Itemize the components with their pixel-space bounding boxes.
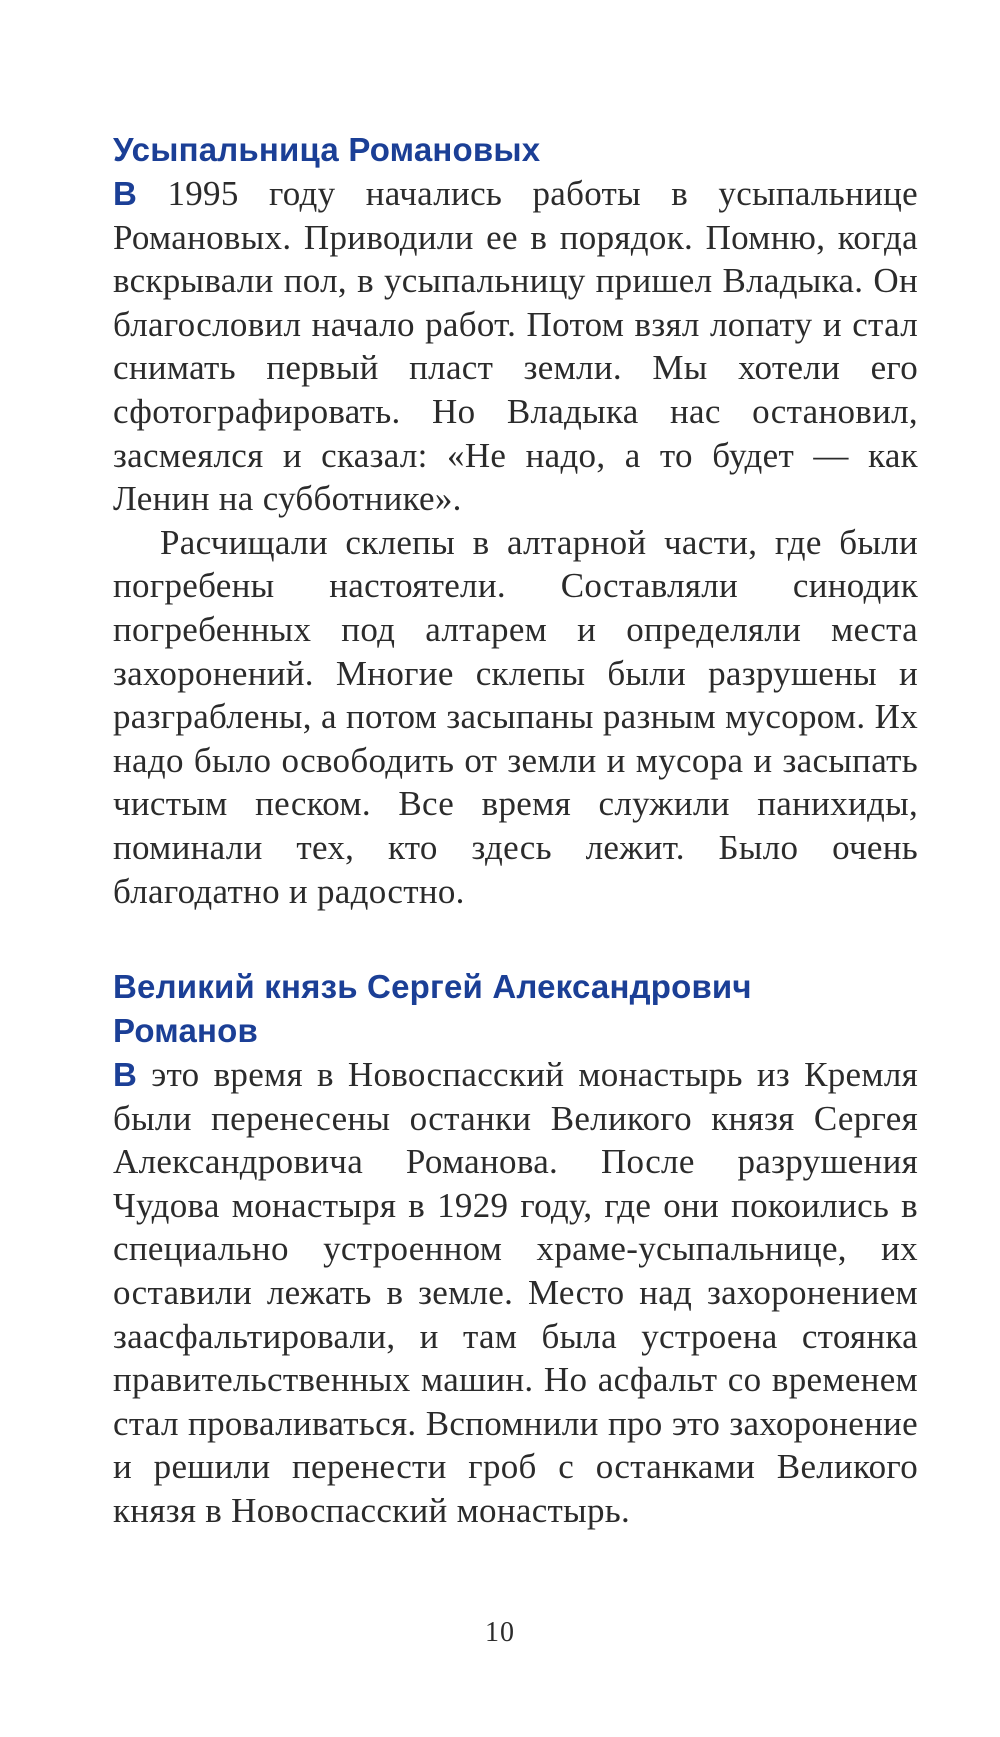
section-title	[113, 965, 918, 1053]
section-title-line: Романов	[113, 1012, 259, 1050]
paragraph	[113, 172, 918, 521]
page-number: 10	[485, 1617, 515, 1648]
paragraph-text: это время в Новоспасский монастырь из Кремля были перенесены останки Великого князя Сергея Александровича Романова. После разрушения Чудова монастыря в 1929 году, где они покоились в специально устроенном храме-усыпальнице, их оставили лежать в земле. Место над захоронением заасфальтировали, и там была устроена стоянка правительственных машин. Но асфальт со временем стал проваливаться. Вспомнили про это захоронение и решили перенести гроб с останками Великого князя в Новоспасский монастырь.	[113, 1055, 918, 1531]
paragraph-text: 1995 году начались работы в усыпальнице Романовых. Приводили ее в порядок. Помню, когда вскрывали пол, в усыпальницу пришел Владыка. Он благословил начало работ. Потом взял лопату и стал снимать первый пласт земли. Мы хотели его сфотографировать. Но Владыка нас остановил, засмеялся и сказал: «Не надо, а то будет — как Ленин на субботнике».	[113, 174, 918, 519]
section-grand-duke-sergei	[113, 965, 918, 1533]
drop-cap: В	[113, 175, 138, 212]
section-romanov-tomb	[113, 128, 918, 913]
drop-cap: В	[113, 1056, 138, 1094]
section-title-line: Великий князь Сергей Александрович	[113, 968, 752, 1006]
page-content	[113, 128, 918, 1533]
paragraph: Расчищали склепы в алтарной части, где были погребены настоятели. Составляли синодик погребенных под алтарем и определяли места захоронений. Многие склепы были разрушены и разграблены, а потом засыпаны разным мусором. Их надо было освободить от земли и мусора и засыпать чистым песком. Все время служили панихиды, поминали тех, кто здесь лежит. Было очень благодатно и радостно.	[113, 522, 918, 911]
paragraph	[113, 1053, 918, 1533]
section-title	[113, 128, 918, 172]
section-title-line: Усыпальница Романовых	[113, 131, 541, 168]
